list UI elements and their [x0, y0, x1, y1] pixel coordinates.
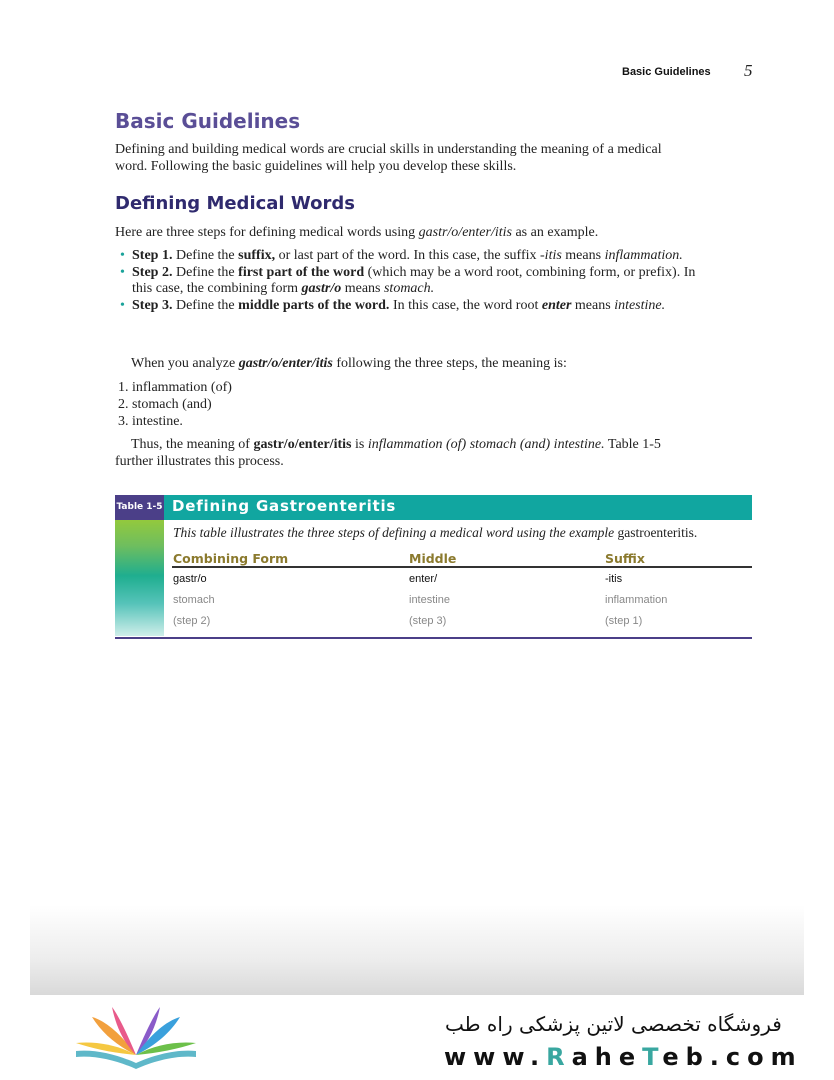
table-cell: (step 2) — [173, 615, 211, 627]
table-cell: -itis — [605, 573, 623, 585]
conclusion-paragraph: Thus, the meaning of gastr/o/enter/itis is inflammation (of) stomach (and) intestine. Table 1-5 further illustrates this process. — [115, 437, 661, 469]
list-item: 1. inflammation (of) — [118, 380, 232, 395]
list-item: • Step 3. Define the middle parts of the word. In this case, the word root enter means intestine. — [120, 298, 666, 313]
list-item: 2. stomach (and) — [118, 397, 212, 412]
steps-list — [118, 248, 698, 315]
list-item: 3. intestine. — [118, 414, 183, 429]
bullet-icon: • — [120, 298, 125, 313]
table-cell: enter/ — [409, 573, 438, 585]
bullet-icon: • — [120, 265, 125, 280]
table-caption: This table illustrates the three steps of defining a medical word using the example gastroenteritis. — [173, 525, 698, 540]
table-side-gradient — [115, 520, 164, 636]
list-item: • Step 2. Define the first part of the word (which may be a word root, combining form, or prefix). In this case, the combining form gastr/o means stomach. — [120, 265, 696, 296]
book-logo-icon — [72, 1005, 200, 1070]
table-cell: (step 3) — [409, 615, 447, 627]
table-cell: gastr/o — [173, 573, 207, 585]
store-name: فروشگاه تخصصی لاتین پزشکی راه طب — [445, 1012, 782, 1036]
table-bottom-rule — [115, 637, 752, 639]
running-header-title: Basic Guidelines — [622, 66, 711, 78]
list-item: • Step 1. Define the suffix, or last part of the word. In this case, the suffix -itis means inflammation. — [120, 248, 683, 263]
column-header-combining-form: Combining Form — [173, 551, 289, 566]
heading-basic-guidelines: Basic Guidelines — [115, 109, 301, 133]
store-url[interactable]: www.RaheTeb.com — [444, 1043, 803, 1071]
table-number-tag: Table 1-5 — [115, 495, 164, 520]
analyze-paragraph: When you analyze gastr/o/enter/itis following the three steps, the meaning is: — [131, 356, 567, 371]
table-cell: intestine — [409, 594, 450, 606]
bullet-icon: • — [120, 248, 125, 263]
column-header-suffix: Suffix — [605, 551, 645, 566]
table-cell: (step 1) — [605, 615, 643, 627]
column-header-middle: Middle — [409, 551, 457, 566]
page-number: 5 — [744, 61, 753, 80]
table-cell: inflammation — [605, 594, 668, 606]
intro-paragraph: Defining and building medical words are crucial skills in understanding the meaning of a medical word. Following the basic guidelines will help you develop these skills. — [115, 142, 662, 174]
table-header-rule — [172, 566, 752, 568]
table-cell: stomach — [173, 594, 215, 606]
heading-defining-medical-words: Defining Medical Words — [115, 193, 355, 214]
table-title: Defining Gastroenteritis — [172, 497, 397, 515]
meanings-list — [118, 379, 232, 430]
footer-shadow — [30, 905, 804, 995]
example-intro: Here are three steps for defining medical words using gastr/o/enter/itis as an example. — [115, 225, 599, 240]
